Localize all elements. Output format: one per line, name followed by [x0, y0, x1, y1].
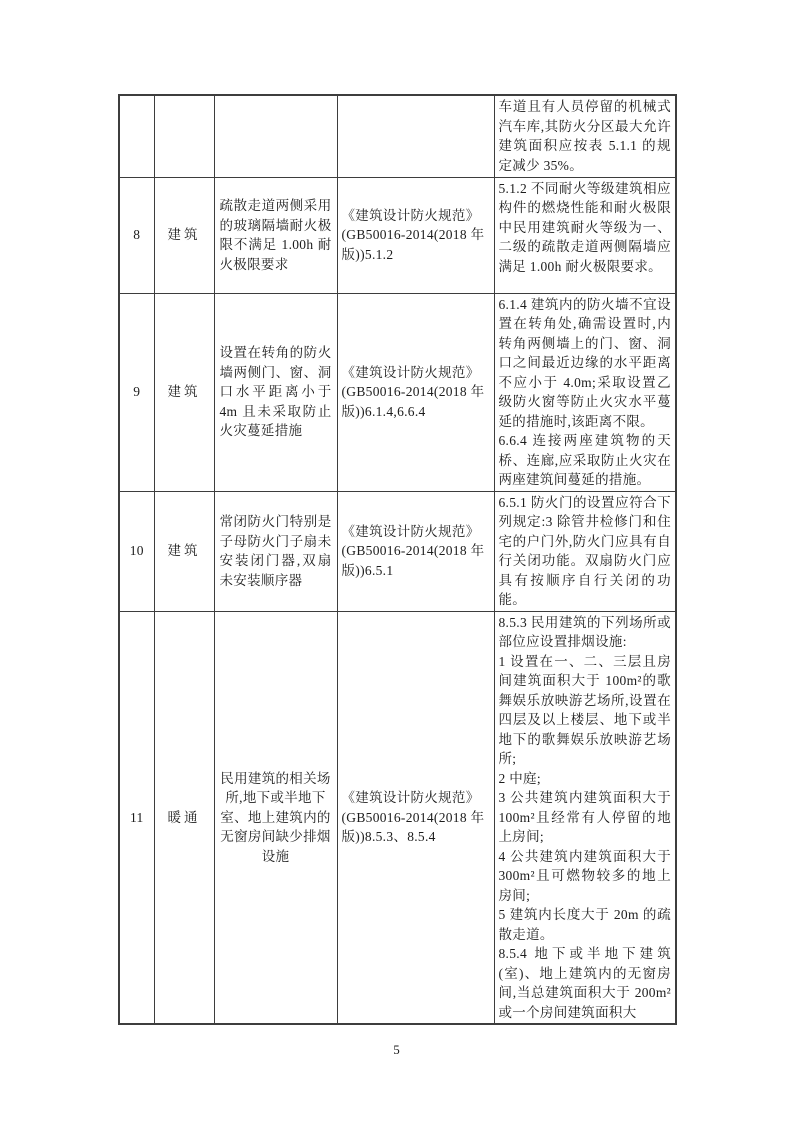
cell-specialty: 建筑: [154, 491, 214, 611]
cell-desc: 常闭防火门特别是子母防火门子扇未安装闭门器,双扇未安装顺序器: [214, 491, 337, 611]
cell-provision: [494, 293, 676, 491]
provision-paragraph: 6.5.1 防火门的设置应符合下列规定:3 除管井检修门和住宅的户门外,防火门应具有自行关闭功能。双扇防火门应具有按顺序自行关闭的功能。: [498, 494, 671, 607]
cell-specialty: 建筑: [154, 177, 214, 293]
page-number: 5: [393, 1042, 400, 1057]
cell-provision: [494, 491, 676, 611]
table-row: [119, 491, 676, 611]
cell-ref: 《建筑设计防火规范》(GB50016-2014(2018 年版))8.5.3、8.5.4: [337, 611, 494, 1024]
provision-paragraph: 8.5.4 地下或半地下建筑(室)、地上建筑内的无窗房间,当总建筑面积大于 200m²或一个房间建筑面积大: [498, 946, 671, 1020]
cell-specialty: [154, 95, 214, 177]
provision-paragraph: 5 建筑内长度大于 20m 的疏散走道。: [498, 907, 671, 942]
cell-ref: 《建筑设计防火规范》(GB50016-2014(2018 年版))6.5.1: [337, 491, 494, 611]
table-row: [119, 293, 676, 491]
cell-num: [119, 95, 154, 177]
cell-provision: [494, 611, 676, 1024]
cell-desc: [214, 95, 337, 177]
cell-num: 11: [119, 611, 154, 1024]
cell-num: 8: [119, 177, 154, 293]
cell-ref: 《建筑设计防火规范》(GB50016-2014(2018 年版))6.1.4,6.6.4: [337, 293, 494, 491]
provision-paragraph: 3 公共建筑内建筑面积大于 100m²且经常有人停留的地上房间;: [498, 790, 671, 844]
cell-provision: [494, 177, 676, 293]
cell-provision: [494, 95, 676, 177]
inspection-issues-table: [118, 94, 677, 1025]
cell-ref: [337, 95, 494, 177]
provision-paragraph: 6.1.4 建筑内的防火墙不宜设置在转角处,确需设置时,内转角两侧墙上的门、窗、洞口之间最近边缘的水平距离不应小于 4.0m;采取设置乙级防火窗等防止火灾水平蔓延的措施时,该距离不限。: [498, 296, 671, 429]
cell-ref: 《建筑设计防火规范》(GB50016-2014(2018 年版))5.1.2: [337, 177, 494, 293]
provision-paragraph: 6.6.4 连接两座建筑物的天桥、连廊,应采取防止火灾在两座建筑间蔓延的措施。: [498, 433, 671, 487]
provision-paragraph: 8.5.3 民用建筑的下列场所或部位应设置排烟设施:: [498, 614, 671, 649]
cell-num: 9: [119, 293, 154, 491]
cell-desc: 民用建筑的相关场所,地下或半地下室、地上建筑内的无窗房间缺少排烟设施: [214, 611, 337, 1024]
table-row: [119, 95, 676, 177]
provision-paragraph: 2 中庭;: [498, 770, 541, 786]
provision-paragraph: 车道且有人员停留的机械式汽车库,其防火分区最大允许建筑面积应按表 5.1.1 的规定减少 35%。: [498, 99, 671, 173]
cell-specialty: 暖通: [154, 611, 214, 1024]
provision-paragraph: 1 设置在一、二、三层且房间建筑面积大于 100m²的歌舞娱乐放映游艺场所,设置在四层及以上楼层、地下或半地下的歌舞娱乐放映游艺场所;: [498, 653, 671, 766]
table-row: [119, 177, 676, 293]
provision-paragraph: 4 公共建筑内建筑面积大于 300m²且可燃物较多的地上房间;: [498, 848, 671, 903]
provision-paragraph: 5.1.2 不同耐火等级建筑相应构件的燃烧性能和耐火极限中民用建筑耐火等级为一、二级的疏散走道两侧隔墙应满足 1.00h 耐火极限要求。: [498, 180, 671, 274]
cell-desc: 疏散走道两侧采用的玻璃隔墙耐火极限不满足 1.00h 耐火极限要求: [214, 177, 337, 293]
cell-desc: 设置在转角的防火墙两侧门、窗、洞口水平距离小于 4m 且未采取防止火灾蔓延措施: [214, 293, 337, 491]
cell-num: 10: [119, 491, 154, 611]
cell-specialty: 建筑: [154, 293, 214, 491]
table-body: [119, 95, 676, 1024]
table-row: [119, 611, 676, 1024]
